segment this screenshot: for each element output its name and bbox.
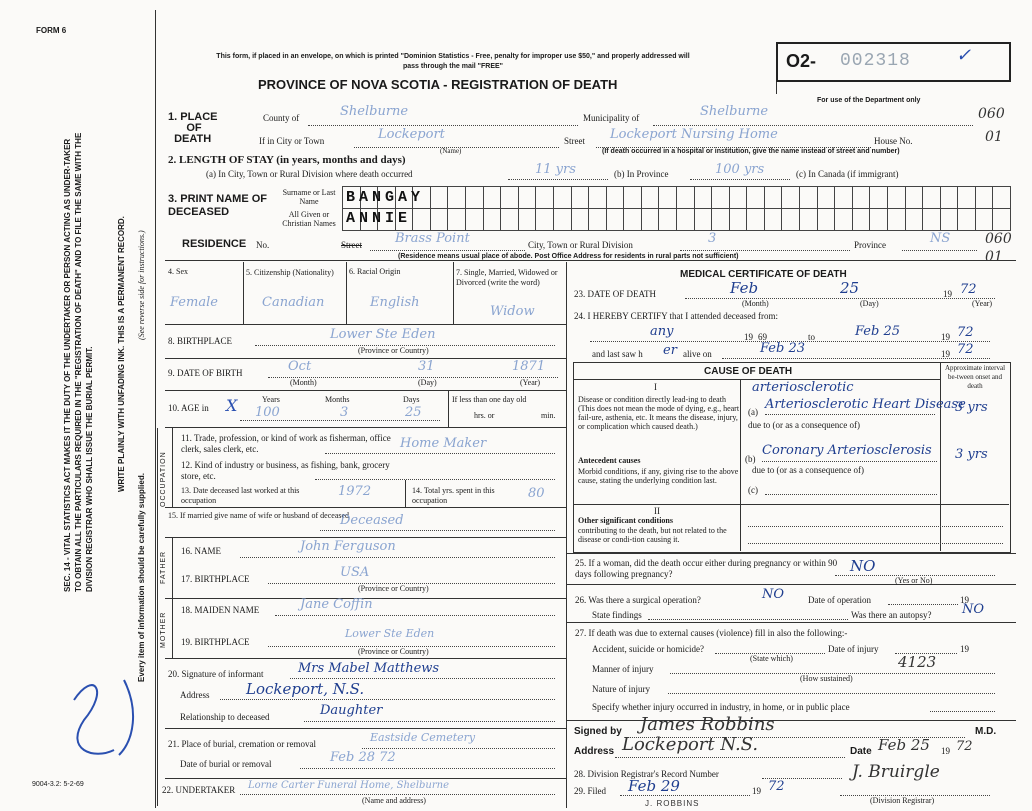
specify-label: Specify whether injury occurred in industry, in home, or in public place (592, 702, 850, 712)
injury-date-label: Date of injury (828, 644, 879, 654)
name-letter-cell (852, 186, 871, 209)
name-letter-cell (817, 208, 836, 231)
age-days-caption: Days (403, 395, 420, 404)
surname-value: BANGAY (346, 189, 425, 206)
father-name: John Ferguson (300, 539, 396, 554)
age-years-caption: Years (262, 395, 280, 404)
street-value: Lockeport Nursing Home (610, 127, 778, 142)
citizenship-label: 5. Citizenship (Nationality) (246, 268, 334, 277)
stay-b-label: (b) In Province (614, 169, 669, 179)
death-year: 72 (960, 282, 977, 297)
name-letter-cell (535, 186, 554, 209)
name-letter-cell (500, 208, 519, 231)
marital-label: 7. Single, Married, Widowed or Divorced (write the word) (456, 268, 558, 287)
name-letter-cell (869, 208, 888, 231)
dob-month-caption: (Month) (290, 378, 317, 387)
last-saw-pronoun: er (663, 343, 677, 358)
mother-birthplace-label: 19. BIRTHPLACE (181, 637, 250, 647)
pregnancy-question: 25. If a woman, did the death occur either during pregnancy or within 90 days following pregnancy? (575, 558, 838, 579)
death-day-caption: (Day) (860, 299, 879, 308)
given-name-label: All Given or Christian Names (282, 210, 336, 228)
name-letter-cell (764, 208, 783, 231)
name-letter-cell (711, 208, 730, 231)
date-of-death-label: 23. DATE OF DEATH (574, 289, 656, 299)
physician-address: Lockeport N.S. (622, 734, 759, 755)
surname-label: Surname or Last Name (282, 188, 336, 206)
q15-value: Deceased (340, 513, 404, 528)
residence-note: (Residence means usual place of abode. Post Office Address for residents in rural parts not sufficient) (398, 253, 739, 260)
mother-bp-note: (Province or Country) (358, 647, 429, 656)
q12-label: 12. Kind of industry or business, as fishing, bank, grocery store, etc. (181, 460, 390, 481)
column-divider (566, 262, 567, 808)
informant-address: Lockeport, N.S. (246, 680, 365, 698)
burial-place: Eastside Cemetery (370, 731, 476, 744)
death-year-caption: (Year) (972, 299, 993, 308)
cause-a-line1: arteriosclerotic (752, 380, 854, 395)
marital-value: Widow (490, 304, 535, 319)
q15-label: 15. If married give name of wife or husband of deceased (168, 511, 350, 520)
dob-year-caption: (Year) (520, 378, 541, 387)
sex-value: Female (170, 295, 218, 310)
name-letter-cell (483, 186, 502, 209)
name-letter-cell (729, 208, 748, 231)
age-years: 100 (255, 405, 280, 420)
name-letter-cell (447, 186, 466, 209)
name-letter-cell (483, 208, 502, 231)
residence-no-label: No. (256, 240, 270, 250)
name-letter-cell (553, 186, 572, 209)
pregnancy-answer: NO (850, 557, 876, 575)
residence-label: RESIDENCE (182, 238, 247, 250)
name-letter-cell (869, 186, 888, 209)
mother-maiden: Jane Coffin (300, 597, 373, 612)
mail-notice: This form, if placed in an envelope, on which is printed "Dominion Statistics - Free, penalty for improper use $50," and properly addressed will pass through the mail "FREE" (216, 53, 690, 70)
antecedent-label: Antecedent causes (578, 456, 641, 465)
cause-c-marker: (c) (748, 485, 758, 495)
filed-label: 29. Filed (574, 786, 607, 796)
dob-day: 31 (418, 359, 435, 374)
name-letter-cell (535, 208, 554, 231)
mother-birthplace: Lower Ste Eden (345, 627, 435, 640)
attended-from-prefix: 19 (744, 332, 753, 342)
name-letter-cell (940, 186, 959, 209)
informant-signature: Mrs Mabel Matthews (298, 661, 440, 676)
death-day: 25 (840, 279, 860, 297)
name-letter-cell (500, 186, 519, 209)
name-note: (Name) (440, 147, 462, 155)
county-value: Shelburne (340, 104, 409, 119)
name-letter-cell (641, 208, 660, 231)
residence-province: NS (930, 231, 951, 246)
stay-a-label: (a) In City, Town or Rural Division where death occurred (206, 169, 413, 179)
name-letter-cell (905, 186, 924, 209)
q13-label: 13. Date deceased last worked at this occupation (181, 486, 300, 505)
name-letter-cell (764, 186, 783, 209)
filed-year: 72 (768, 779, 785, 794)
margin-pen-mark (54, 660, 144, 770)
name-letter-cell (676, 186, 695, 209)
name-letter-cell (447, 208, 466, 231)
father-birthplace-label: 17. BIRTHPLACE (181, 574, 250, 584)
name-letter-cell (940, 208, 959, 231)
physician-year-prefix: 19 (941, 746, 950, 756)
city-value: Lockeport (378, 127, 445, 142)
residence-city: 3 (708, 231, 717, 246)
registration-number-box (776, 42, 1011, 82)
name-letter-cell (975, 208, 994, 231)
name-letter-cell (623, 208, 642, 231)
physician-year: 72 (956, 739, 973, 754)
reverse-side-note: (See reverse side for instructions.) (137, 230, 146, 340)
surgery-question: 26. Was there a surgical operation? (575, 595, 701, 605)
physician-signature: James Robbins (640, 714, 775, 735)
stay-b-value: 100 yrs (715, 162, 765, 177)
father-name-label: 16. NAME (181, 546, 221, 556)
age-x-mark: X (226, 396, 238, 415)
name-letter-cell (887, 208, 906, 231)
residence-street-label: Street (341, 240, 362, 250)
print-name-label: 3. PRINT NAME OF DECEASED (168, 193, 268, 218)
department-use-label: For use of the Department only (817, 97, 921, 104)
md-label: M.D. (975, 726, 997, 737)
municipality-label: Municipality of (583, 113, 640, 123)
statute-text: SEC. 14 - VITAL STATISTICS ACT MAKES IT THE DUTY OF THE UNDERTAKER OR PERSON ACTING AS UNDER-TAKER TO OBTAIN ALL THE PARTICULARS REQUIRED IN THE "REGISTRATION OF DEATH" AND TO FILE THE SAME WITH THE DIVISION REGISTRAR WHO SHALL ISSUE THE BURIAL PERMIT. (63, 132, 94, 592)
part-2-label: II (654, 506, 660, 516)
occupation-side-label: OCCUPATION (160, 451, 167, 507)
part-1-label: I (654, 382, 657, 392)
name-letter-cell (781, 186, 800, 209)
findings-label: State findings (592, 610, 642, 620)
informant-address-label: Address (180, 690, 210, 700)
state-which-caption: (State which) (750, 654, 793, 663)
name-letter-cell (711, 186, 730, 209)
name-letter-cell (799, 186, 818, 209)
name-letter-cell (781, 208, 800, 231)
q13-value: 1972 (338, 484, 372, 499)
registrar-stamp: J. ROBBINS (645, 799, 700, 808)
filed-year-prefix: 19 (752, 786, 761, 796)
injury-code: 4123 (898, 653, 937, 671)
form-number: FORM 6 (36, 26, 67, 35)
attended-from: any (650, 324, 674, 339)
alive-year: 72 (957, 342, 974, 357)
name-letter-cell (992, 186, 1011, 209)
name-letter-cell (553, 208, 572, 231)
name-letter-cell (606, 208, 625, 231)
place-of-death-label: 1. PLACE OF DEATH (168, 111, 218, 145)
mother-maiden-label: 18. MAIDEN NAME (181, 605, 260, 615)
relationship-value: Daughter (320, 703, 383, 718)
length-of-stay-label: 2. LENGTH OF STAY (in years, months and days) (168, 154, 406, 166)
undertaker-value: Lorne Carter Funeral Home, Shelburne (248, 780, 450, 791)
hrs-label: hrs. or (474, 411, 495, 420)
form-title: PROVINCE OF NOVA SCOTIA - REGISTRATION OF DEATH (258, 77, 618, 92)
stay-c-label: (c) In Canada (if immigrant) (796, 169, 899, 179)
other-conditions-label: Other significant conditions (578, 516, 673, 525)
street-label: Street (564, 136, 585, 146)
name-letter-cell (658, 208, 677, 231)
alive-year-prefix: 19 (941, 349, 950, 359)
birthplace-label: 8. BIRTHPLACE (168, 336, 232, 346)
name-letter-cell (430, 186, 449, 209)
due-to-b: due to (or as a consequence of) (752, 465, 864, 475)
name-letter-cell (588, 186, 607, 209)
burial-place-label: 21. Place of burial, cremation or removal (168, 739, 316, 749)
attended-to: Feb 25 (855, 324, 900, 339)
less-than-day-label: If less than one day old (452, 395, 527, 404)
age-days: 25 (405, 405, 422, 420)
registration-prefix: O2- (786, 51, 817, 71)
hospital-note: (If death occurred in a hospital or institution, give the name instead of street and number) (602, 148, 900, 155)
name-letter-cell (834, 208, 853, 231)
injury-year-prefix: 19 (960, 644, 969, 654)
yes-no-caption: (Yes or No) (895, 576, 933, 585)
death-year-prefix: 19 (943, 289, 952, 299)
birthplace-value: Lower Ste Eden (330, 327, 436, 342)
q11-label: 11. Trade, profession, or kind of work as fisherman, office clerk, sales clerk, etc. (181, 433, 391, 454)
operation-year-prefix: 19 (960, 595, 969, 605)
age-months-caption: Months (325, 395, 350, 404)
informant-sig-label: 20. Signature of informant (168, 669, 264, 679)
surgery-answer: NO (762, 587, 785, 602)
name-letter-cell (676, 208, 695, 231)
name-letter-cell (571, 186, 590, 209)
age-label: 10. AGE in (168, 403, 209, 413)
burial-date-label: Date of burial or removal (180, 759, 272, 769)
registration-number: 002318 (840, 51, 911, 71)
physician-address-label: Address (574, 746, 615, 757)
physician-date: Feb 25 (878, 736, 930, 754)
certify-label: 24. I HEREBY CERTIFY that I attended deceased from: (574, 311, 778, 321)
medical-cert-title: MEDICAL CERTIFICATE OF DEATH (680, 269, 847, 280)
attended-to-prefix: 19 (941, 332, 950, 342)
municipality-value: Shelburne (700, 104, 769, 119)
interval-title: Approximate interval be-tween onset and death (944, 364, 1006, 390)
manner-label: Manner of injury (592, 664, 654, 674)
residence-city-label: City, Town or Rural Division (528, 240, 633, 250)
name-letter-cell (412, 208, 431, 231)
residence-province-label: Province (854, 240, 886, 250)
father-side-label: FATHER (160, 550, 167, 584)
name-letter-cell (817, 186, 836, 209)
dept-code-4: 01 (985, 249, 1003, 265)
q14-value: 80 (528, 486, 545, 501)
dob-year: 1871 (512, 359, 546, 374)
name-letter-cell (518, 208, 537, 231)
house-no-label: House No. (874, 136, 913, 146)
dob-label: 9. DATE OF BIRTH (168, 368, 243, 378)
dob-month: Oct (288, 359, 312, 374)
name-letter-cell (922, 186, 941, 209)
interval-a: 3 yrs (955, 400, 988, 415)
name-letter-cell (922, 208, 941, 231)
every-item-note: Every item of information should be carefully supplied. (137, 473, 146, 682)
name-letter-cell (887, 186, 906, 209)
stay-a-value: 11 yrs (535, 162, 576, 177)
immediate-cause-label: Disease or condition directly lead-ing to death (This does not mean the mode of dying, e.g., heart fail-ure, asthenia, etc. It means the disease, injury, or complication which caused death.) (578, 395, 740, 431)
cause-a-marker: (a) (748, 407, 758, 417)
q14-label: 14. Total yrs. spent in this occupation (412, 486, 495, 505)
racial-origin-value: English (370, 295, 420, 310)
how-sustained-caption: (How sustained) (800, 674, 853, 683)
q11-value: Home Maker (400, 436, 487, 451)
dob-day-caption: (Day) (418, 378, 437, 387)
name-letter-grid (342, 186, 1010, 230)
last-saw-label: and last saw h (592, 349, 643, 359)
frame-left (155, 10, 156, 808)
dept-code-1: 060 (978, 106, 1005, 122)
name-letter-cell (430, 208, 449, 231)
signed-by-label: Signed by (574, 726, 622, 737)
registrar-signature: J. Bruirgle (852, 762, 940, 782)
death-month-caption: (Month) (742, 299, 769, 308)
name-letter-cell (588, 208, 607, 231)
check-mark-icon: ✓ (956, 45, 972, 65)
name-letter-cell (957, 208, 976, 231)
undertaker-note: (Name and address) (362, 796, 426, 805)
name-letter-cell (641, 186, 660, 209)
relationship-label: Relationship to deceased (180, 712, 270, 722)
father-bp-note: (Province or Country) (358, 584, 429, 593)
permanent-record-text: WRITE PLAINLY WITH UNFADING INK. THIS IS A PERMANENT RECORD. (117, 216, 126, 492)
cause-b-value: Coronary Arteriosclerosis (762, 443, 932, 458)
father-birthplace: USA (340, 565, 370, 580)
name-letter-cell (834, 186, 853, 209)
form-code: 9004-3.2: 5-2-69 (32, 781, 84, 788)
name-letter-cell (746, 186, 765, 209)
name-letter-cell (623, 186, 642, 209)
name-letter-cell (975, 186, 994, 209)
mother-side-label: MOTHER (160, 611, 167, 648)
attended-from-year: 69 (758, 332, 767, 342)
citizenship-value: Canadian (262, 295, 325, 310)
attended-to-year: 72 (957, 325, 974, 340)
due-to-a: due to (or as a consequence of) (748, 420, 860, 430)
burial-date: Feb 28 72 (330, 750, 396, 765)
name-letter-cell (465, 208, 484, 231)
min-label: min. (541, 411, 556, 420)
accident-label: Accident, suicide or homicide? (592, 644, 704, 654)
residence-street: Brass Point (395, 231, 470, 246)
antecedent-desc: Morbid conditions, if any, giving rise to the above cause, stating the underlying condition last. (578, 467, 739, 485)
external-causes-label: 27. If death was due to external causes (violence) fill in also the following:- (575, 628, 848, 638)
division-registrar-caption: (Division Registrar) (870, 796, 935, 805)
name-letter-cell (746, 208, 765, 231)
name-letter-cell (905, 208, 924, 231)
name-letter-cell (694, 186, 713, 209)
racial-origin-label: 6. Racial Origin (349, 267, 401, 276)
age-months: 3 (340, 405, 349, 420)
name-letter-cell (606, 186, 625, 209)
undertaker-label: 22. UNDERTAKER (162, 785, 236, 795)
filed-date: Feb 29 (628, 777, 680, 795)
rule-personal-top (165, 260, 1016, 261)
cause-b-marker: (b) (745, 454, 756, 464)
record-number-label: 28. Division Registrar's Record Number (574, 769, 719, 779)
operation-date-label: Date of operation (808, 595, 871, 605)
name-letter-cell (729, 186, 748, 209)
name-letter-cell (571, 208, 590, 231)
name-letter-cell (658, 186, 677, 209)
physician-date-label: Date (850, 746, 872, 757)
nature-label: Nature of injury (592, 684, 650, 694)
to-label: to (808, 332, 816, 342)
name-letter-cell (518, 186, 537, 209)
county-label: County of (263, 113, 300, 123)
city-label: If in City or Town (259, 136, 325, 146)
name-letter-cell (799, 208, 818, 231)
autopsy-question: Was there an autopsy? (851, 610, 932, 620)
autopsy-answer: NO (962, 602, 985, 617)
cause-a-value: Arteriosclerotic Heart Disease (765, 397, 966, 412)
name-letter-cell (992, 208, 1011, 231)
cause-of-death-title: CAUSE OF DEATH (704, 366, 793, 377)
alive-on-value: Feb 23 (760, 341, 805, 356)
name-letter-cell (694, 208, 713, 231)
interval-b: 3 yrs (955, 447, 988, 462)
other-conditions-desc: contributing to the death, but not related to the disease or condi-tion causing it. (578, 526, 727, 544)
name-letter-cell (957, 186, 976, 209)
dept-code-3: 060 (985, 231, 1012, 247)
name-letter-cell (465, 186, 484, 209)
alive-on-label: alive on (683, 349, 712, 359)
name-letter-cell (852, 208, 871, 231)
birthplace-province-note: (Province or Country) (358, 346, 429, 355)
death-month: Feb (730, 279, 759, 297)
sex-label: 4. Sex (168, 267, 188, 276)
given-name-value: ANNIE (346, 210, 412, 227)
dept-code-2: 01 (985, 129, 1003, 145)
